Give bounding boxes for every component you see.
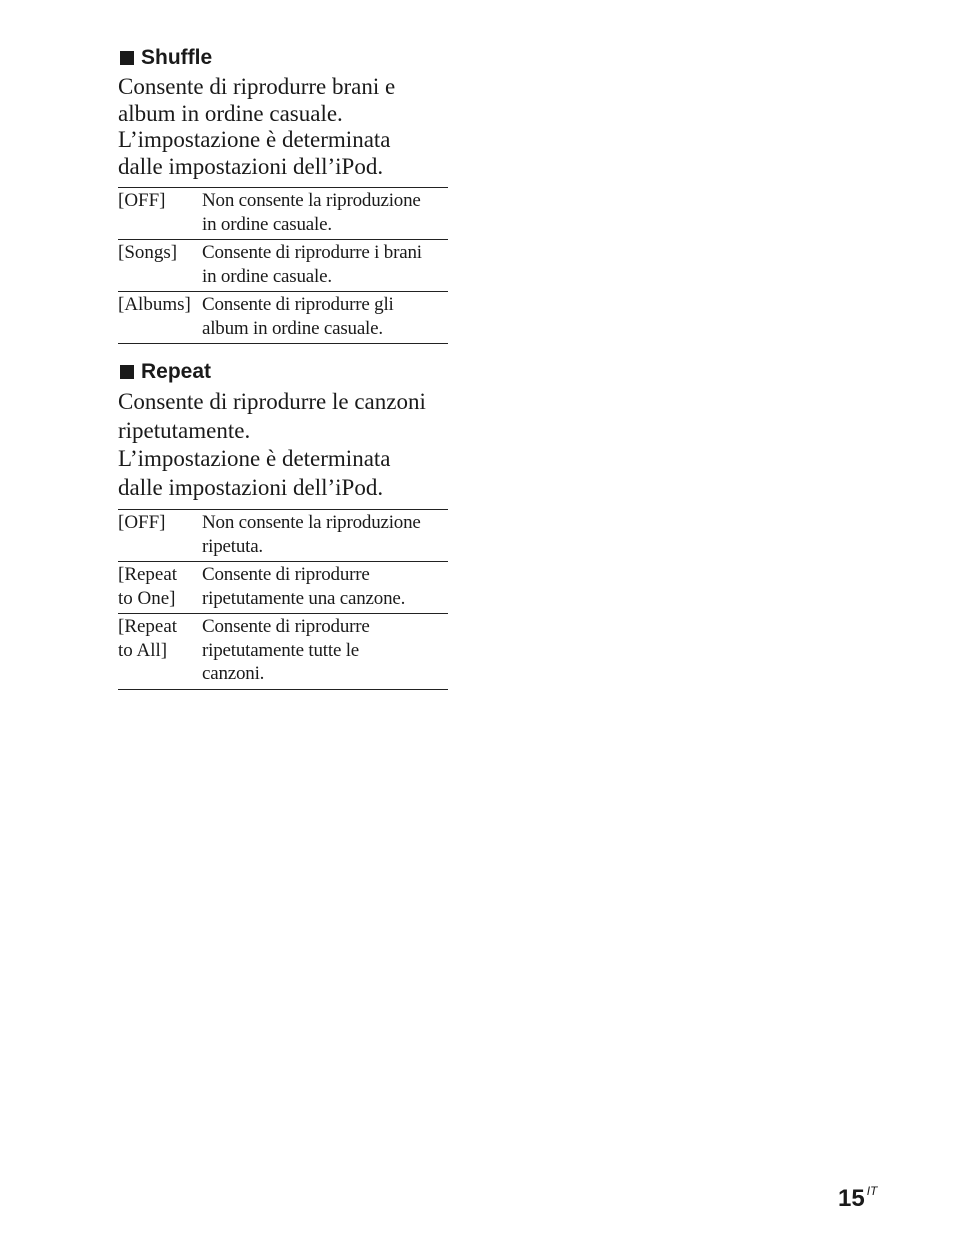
repeat-title: Repeat (141, 360, 212, 383)
option-description (202, 510, 448, 562)
shuffle-title: Shuffle (141, 46, 213, 69)
option-description-line: Consente di riprodurre gli (202, 294, 394, 315)
shuffle-description-line: dalle impostazioni dell’iPod. (118, 153, 384, 179)
option-description (202, 240, 448, 292)
option-key-line: [OFF] (118, 190, 166, 211)
table-row (118, 614, 448, 690)
option-description-line: ripetuta. (202, 535, 263, 557)
table-row (118, 562, 448, 614)
option-description (202, 562, 448, 614)
black-square-icon (120, 51, 134, 65)
repeat-description-line: ripetutamente. (118, 417, 251, 443)
shuffle-description-line: L’impostazione è determinata (118, 127, 391, 152)
page-number (838, 1176, 877, 1214)
repeat-description-line: L’impostazione è determinata (118, 446, 391, 471)
table-row (118, 240, 448, 292)
option-key-line: to One] (118, 587, 176, 609)
option-description-line: Consente di riprodurre (202, 616, 370, 637)
option-description-line: ripetutamente una canzone. (202, 587, 406, 609)
option-key (118, 292, 202, 344)
page-number-value: 15 (838, 1185, 865, 1212)
option-description-line: Non consente la riproduzione (202, 512, 421, 533)
option-key (118, 188, 202, 240)
option-description (202, 188, 448, 240)
shuffle-options-table (118, 187, 448, 344)
shuffle-heading (118, 44, 448, 72)
repeat-options-table (118, 509, 448, 690)
option-key-line: [OFF] (118, 512, 166, 533)
option-description-line: ripetutamente tutte le (202, 639, 360, 661)
shuffle-description (118, 74, 448, 180)
option-description-line: Non consente la riproduzione (202, 190, 421, 211)
manual-column (118, 44, 448, 690)
option-key (118, 240, 202, 292)
repeat-description (118, 388, 448, 502)
option-key (118, 614, 202, 690)
option-key-line: [Albums] (118, 294, 191, 315)
option-key-line: [Repeat (118, 564, 178, 585)
option-description (202, 292, 448, 344)
option-description-line: album in ordine casuale. (202, 317, 383, 339)
language-code: IT (866, 1184, 878, 1198)
repeat-description-line: Consente di riprodurre le canzoni (118, 389, 426, 414)
option-key (118, 562, 202, 614)
option-key-line: [Repeat (118, 616, 178, 637)
black-square-icon (120, 365, 134, 379)
option-description (202, 614, 448, 690)
option-key (118, 510, 202, 562)
option-description-line: Consente di riprodurre (202, 564, 370, 585)
table-row (118, 510, 448, 562)
repeat-heading (118, 358, 448, 386)
table-row (118, 188, 448, 240)
shuffle-description-line: Consente di riprodurre brani e (118, 74, 396, 99)
section-spacer (118, 344, 448, 358)
option-description-line: in ordine casuale. (202, 265, 332, 287)
option-description-line: in ordine casuale. (202, 213, 332, 235)
option-description-line: Consente di riprodurre i brani (202, 242, 422, 263)
repeat-description-line: dalle impostazioni dell’iPod. (118, 474, 384, 500)
option-key-line: to All] (118, 639, 168, 661)
option-key-line: [Songs] (118, 242, 178, 263)
table-row (118, 292, 448, 344)
shuffle-description-line: album in ordine casuale. (118, 100, 343, 126)
option-description-line: canzoni. (202, 663, 265, 684)
